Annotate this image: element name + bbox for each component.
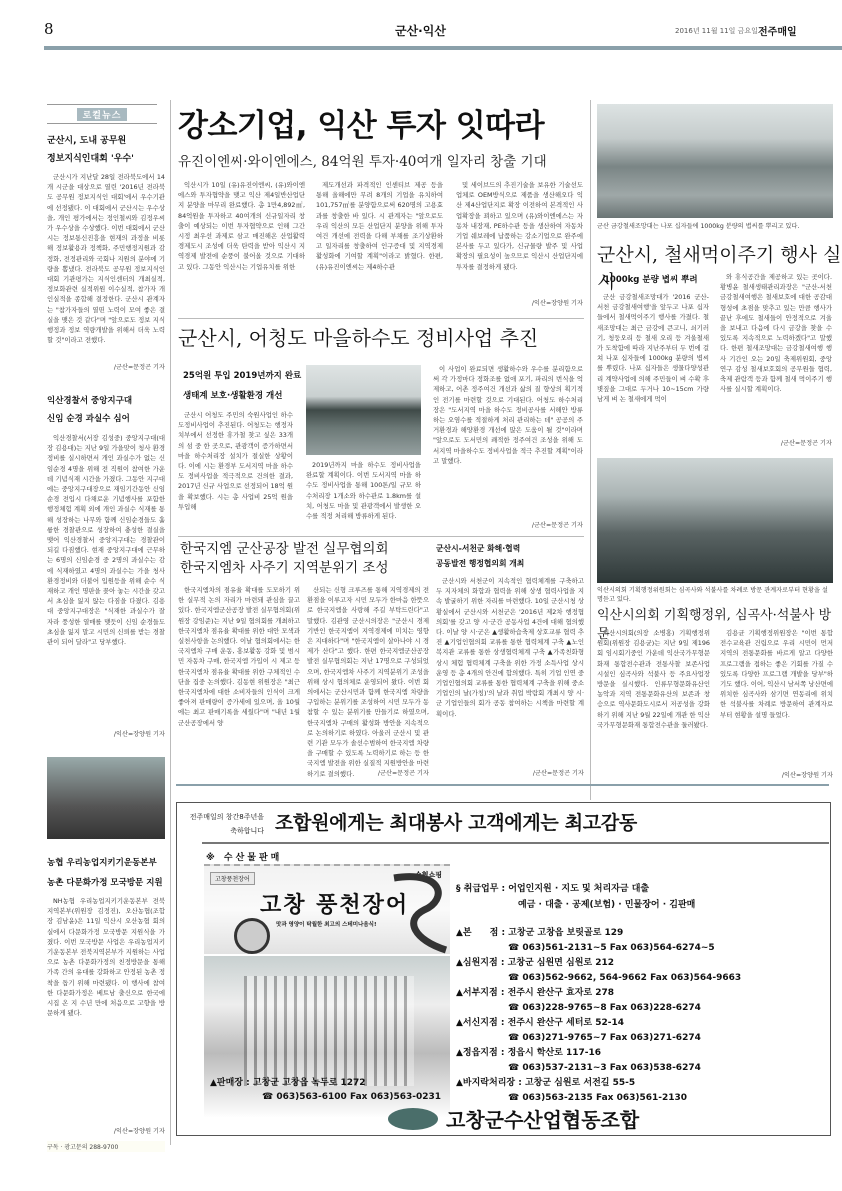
eocheongdo-column-1: 군산시 어청도 주민의 숙원사업인 하수도정비사업이 추진된다. 어청도는 행정자치부에서 선정한 휴가철 찾고 싶은 33개의 섬 중 한 곳으로, 관광객이 증가하면서 마을 하수처리장 설치가 절실한 상황이다. 이에 시는 환경부 도서지역 마을 하수도 정비사업을 적극적으로 건의한 결과, 2017년 신규 사업으로 선정되어 18억 원을 확보했다. 시는 총 사업비 25억 원을 투입해 xyxy=(178,411,293,511)
right-top-column-2: 와 휴식공간을 제공하고 있는 곳이다. 황병윤 철새생태관리과장은 "군산-서천 금강철새여행은 철새보호에 대한 공감대 형성에 초점을 맞추고 있는 만큼 행사가 끝난 후에도 철새들이 안정적으로 겨울을 보내고 다음에 다시 금강을 찾을 수 있도록 지속적으로 노력하겠다"고 말했다. 한편 철새조망대는 금강철새여행 행사 기간인 오는 20일 축제위원회, 중앙연구 감성 철새보호회의 공무원들 협력, 축제 관람객 등과 함께 철새 먹이주기 행사를 실시할 계획이다. xyxy=(720,273,832,394)
byline: /군산=문정곤 기자 xyxy=(780,440,832,447)
right-top-column-1: 군산 금강철새조망대가 '2016 군산-서천 금강철새여행'을 앞두고 나포 십자들에서 철새먹이주기 행사를 가졌다. 철새조망대는 최근 금강에 큰고니, 쇠기러기, 청둥오리 등 철새 오리 등 겨울철새가 도착함에 따라 지난주부터 두 번에 걸쳐 나포 십자들에 1000kg 분량의 볍씨를 뿌렸다. 나포 십자들은 생물다양성관리 계약사업에 의해 주민들이 벼 수확 후 볏짚을 그대로 두거나 10~15cm 가량 남게 벼 논 철새에게 먹이 xyxy=(597,293,709,404)
eocheongdo-subhead xyxy=(183,366,301,406)
gm-column-2: 산되는 신형 크루즈를 통해 지역경제의 전환점을 이루고자 시민 모두가 한마음 한뜻으로 한국지엠을 사랑해 주길 부탁드린다"고 말했다. 김관영 군산시의장은 "군산시 경제 기반인 한국지엠이 지역경제에 미치는 영향은 지대하다"며 "한국지엠이 살아나야 시 경제가 산다"고 했다. 한편 한국지엠군산공장 발전 실무협의회는 지난 17명으로 구성되었으며, 한국지엠차 사주기 지역분위기 조성을 위해 상시 협의체로 운영되어 왔다. 이번 회의에서는 군산시민과 함께 한국지엠 차량을 구입하는 분위기를 조성하여 시민 모두가 동참할 수 있는 분위기를 만들기로 하였으며, 한국지엠차 구매의 활성화 방안을 지속적으로 논의하기로 하였다. 아울러 군산시 및 관련 기관 모두가 솔선수범하여 한국지엠 차량을 구매할 수 있도록 노력하기로 하는 등 한국지엠 발전을 위한 실질적 지원방안을 마련하기로 결의했다. xyxy=(307,586,429,778)
iksan-council-headline: 익산시의회 기획행정위, 심곡사·석불사 방문 xyxy=(597,608,832,642)
organization-name: 고창군수산업협동조합 xyxy=(446,1108,640,1132)
title-line: 정보지식인대회 '우수' xyxy=(47,154,134,164)
branch-item: ▲본 점 : 고창군 고창읍 보릿골로 129 ☎ 063)561-2131~5 Fax 063)564-6274~5 xyxy=(456,928,715,953)
seal-icon xyxy=(234,918,270,954)
sidebar-article-1-body: 군산시가 지난달 28일 전라북도에서 14개 시군을 대상으로 열린 '2016년 전라북도 공무원 정보지식인 대회'에서 우수기관에 선정됐다. 이 대회에서 군산시는 우수상을, 개인 평가에서는 정인철씨와 김정우씨가 우수상을 수상했다. 이번 대회에서 군산시는 정보통신진흥을 현재의 과정을 비롯해 정보활용과 정책화, 주민행정지원과 감정화, 전정관리와 국회나 지원의 분야에 기량을 뽐냈다. 전라북도 공무원 정보지식인 대회 기관평가는 지식인센터의 개최실적, 정보화관련 실적위원 이수실적, 참가자 개인실적을 종합해 결정한다. 군산시 관계자는 "참가자들의 열띤 노력이 모여 좋은 결실을 맺은 것 같다"며 "앞으로도 정보 지식행정과 정보 역량개발을 위해서 더욱 노력 할 것"이라고 전했다. xyxy=(47,173,165,345)
product-tagline: 맛과 영양이 탁월한 최고의 스테미나음식! xyxy=(276,922,377,928)
seafood-sale-title: ※ 수산물판매 xyxy=(206,853,283,863)
photo-caption: 군산 금강철새조망대는 나포 십자들에 1000kg 분량의 볍씨를 뿌리고 있다. xyxy=(597,223,800,230)
ad-divider xyxy=(202,842,829,844)
eel-icon xyxy=(384,870,450,954)
lead-column-3: 및 세이브드의 추진기술을 보유한 기술선도 업체로 OEM방식으로 제품을 생산해오다 익산 제4산업단지로 확장 이전하여 본격적인 사업확장을 꾀하고 있으며 (유)와이엔에스는 자동차 내장재, PE하수관 등을 생산하여 자동차 기업 쉐보레에 납품하는 강소기업으로 완주에 본사를 두고 있다가, 신규물량 발주 및 사업 확장의 필요성이 높으므로 익산시 산업단지에 투자를 결정하게 됐다. xyxy=(456,181,583,271)
title-line: 농촌 다문화가정 모국방문 지원 xyxy=(47,878,163,888)
column-divider xyxy=(170,100,171,1145)
branch-item: ▲심원지점 : 고창군 심원면 심원로 212 ☎ 063)562-9662, 564-9662 Fax 063)564-9663 xyxy=(456,958,742,983)
seocheon-body: 군산시와 서천군이 지속적인 협력체계를 구축하고 두 지자체의 화합과 협력을 위해 상생 협력사업을 지속 발굴하기 위한 자리를 마련했다. 10일 군산시청 상황실에서 군산시와 서천군은 '2016년 제2차 행정협의회'를 갖고 양 시·군간 공동사업 4건에 대해 협의했다. 이날 양 시·군은 ▲생활하습축제 상호교류 협력 추진 ▲기업인협의회 교류를 통한 협력체계 구축 ▲노인복지관 교류를 통한 상생협력체계 구축 ▲가족친화형 상시 체험 협력체계 구축을 위한 가정 소득사업 상시 운영 등 총 4개의 안건에 합의했다. 특히 기업 인연 중 기업인협의회 교류를 통한 협력체계 구축을 위해 중소기업인의 날(가칭)'의 날과 취업 박람회 개최시 양 시·군 기업인들의 회가 공동 참여하는 시책을 마련할 계획이다. xyxy=(436,577,585,718)
lead-subhead: 유진이엔씨·와이엔에스, 84억원 투자·40여개 일자리 창출 기대 xyxy=(178,154,547,170)
congrats-line: 축하합니다 xyxy=(230,827,264,835)
business-scope xyxy=(456,882,695,913)
byline: /익산=장양원 기자 xyxy=(113,1128,165,1135)
sidebar-article-2-title xyxy=(47,392,165,428)
sidebar-article-3-body: NH농협 우리농업지키기운동본부 전북지역본부(위원장 김정진), 오산농협(조합장 김남윤)은 11일 익산시 오산농협 회의실에서 다문화가정 모국방문 지원식을 가졌다. 이번 모국방문 사업은 우리농업지키기운동본부 전북지역본부가 지원하는 사업으로 농촌 다문화가정의 친정방문을 통해 가족 간의 유대를 강화하고 안정된 농촌 정착을 돕기 위해 마련됐다. 이 행사에 참여한 다문화가정은 베트남 출신으로 한국에 시집 온 지 수년 만에 처음으로 고향을 방문하게 됐다. xyxy=(47,897,165,1018)
byline: /익산=장양원 기자 xyxy=(113,731,165,738)
iksan-council-column-2: 김용균 기획행정위원장은 "이번 통합전수교육관 건립으로 우리 시민이 먼저 지역의 전통문화를 바르게 알고 다양한 프로그램을 접하는 좋은 기회를 가질 수 있도록 다양한 프로그램 개발을 당부"하기도 했다. 이어, 익산시 남서쪽 낭산면에 위치한 심곡사와 삼기면 연동리에 위치한 석불사를 차례로 방문하여 관계자로부터 현황을 설명 들었다. xyxy=(720,629,833,719)
sales-office: ▲판매장 : 고창군 고창읍 녹두로 1272 ☎ 063)563-6100 Fax 063)563-0231 xyxy=(210,1078,442,1102)
column-divider xyxy=(590,100,591,800)
subscription-info: 구독 · 광고문의 288-9700 xyxy=(47,1141,165,1152)
eel-banner xyxy=(204,864,450,954)
paper-name: 전주매일 xyxy=(758,27,797,38)
product-package xyxy=(244,976,414,1086)
issue-date: 2016년 11월 11일 금요일 xyxy=(675,27,758,35)
headline-line: 한국지엠 군산공장 발전 실무협의회 xyxy=(180,541,389,557)
section-divider xyxy=(178,536,584,537)
branch-item: ▲바지락처리장 : 고창군 심원로 서전길 55-5 ☎ 063)563-2135 Fax 063)561-2130 xyxy=(456,1078,688,1103)
eocheongdo-column-2: 2019년까지 마을 하수도 정비사업을 완료할 계획이다. 이번 도서지역 마을 하수도 정비사업을 통해 100톤/일 규모 하수처리장 1개소와 하수관로 1.8km를 설치, 어청도 마을 및 관광객에서 발생한 오수를 적정 처리해 방류하게 된다. xyxy=(306,461,421,521)
section-divider xyxy=(178,318,584,319)
lead-headline: 강소기업, 익산 투자 잇따라 xyxy=(178,108,545,144)
byline: /군산=문정곤 기자 xyxy=(377,770,429,777)
byline: /군산=문정곤 기자 xyxy=(113,364,165,371)
subhead-line: 25억원 투입 2019년까지 완료 xyxy=(183,371,302,381)
branch-item: ▲서부지점 : 전주시 완산구 효자로 278 ☎ 063)228-9765~8 Fax 063)228-6274 xyxy=(456,988,701,1013)
temple-visit-photo xyxy=(597,458,833,583)
headline-line: 한국지엠차 사주기 지역분위기 조성 xyxy=(180,560,389,576)
subhead-line: 생태계 보호·생활환경 개선 xyxy=(183,391,283,401)
branch-list xyxy=(456,926,741,1106)
byline: /군산=문정곤 기자 xyxy=(531,522,583,529)
fisheries-cooperative-logo-icon xyxy=(388,1108,438,1130)
right-top-subhead: 1000kg 분량 볍씨 뿌려 xyxy=(604,275,698,285)
section-title: 군산·익산 xyxy=(395,24,446,38)
bird-feeding-photo xyxy=(597,104,833,218)
seocheon-headline xyxy=(436,541,524,571)
local-news-badge xyxy=(47,104,157,124)
page-number: 8 xyxy=(44,20,54,38)
photo-caption: 익산시의회 기획행정위원회는 심곡사와 석불사를 차례로 방문 관계자로부터 현황을 설명듣고 있다. xyxy=(597,587,828,603)
lead-column-2: 제도개선과 파격적인 인센티브 제공 등을 통해 올해에만 무려 8개의 기업을 유치하여 101,757㎡를 분양함으로써 620명의 고용효과를 창출한 바 있다. 시 관계자는 "앞으로도 우리 익산의 모든 산업단지 분양을 위해 투자여건 개선에 전력을 다해 부채를 조기상환하고 일자리를 창출하여 인구증대 및 지역경제 활성화에 기여할 계획"이라고 밝혔다. 한편, (유)유진이엔씨는 제4하수관 xyxy=(316,181,443,271)
ad-congrats xyxy=(186,810,264,838)
header-rule xyxy=(44,46,842,50)
product-tag: 고창풍천장어 xyxy=(210,872,255,885)
byline: /익산=장양원 기자 xyxy=(531,300,583,307)
ad-top-rule xyxy=(176,784,829,786)
business-line: 예금 · 대출 · 공제(보험) · 민물장어 · 김판매 xyxy=(518,899,696,910)
sidebar-article-2-body: 익산경찰서(서장 김성중) 중앙지구대(대장 김용대)는 지난 9일 가을맞이 청사 환경정비를 실시하면서 개인 과실수가 없는 신임순경 4명을 위해 전 직원이 참여한 가운데 기념식재 시간을 가졌다. 그동안 지구대에는 중앙지구대장으로 재임기간동안 신임순경 전입시 다채로운 기념행사를 포함한 행정체험 계획 외에 개인 과실수 식재를 통해 성장하는 나무와 함께 신임순경들도 훌륭한 경찰관으로 성장하여 충성한 결실을 맺어 익산경찰서 중앙지구대는 경찰관이 되길 다짐했다. 현재 중앙지구대에 근무하는 6명의 신임순경 중 2명의 과실수는 감에 식재하였고 4명의 과실수는 가을 청사 환경정비와 더불어 입원등을 위해 순수 식재하고 개인 명판을 꽂아 놓는 시간을 갖고서 초심을 잃지 않는 다짐을 다졌다. 김용대 중앙지구대장은 "식재한 과실수가 잘 자라 풍성한 열매를 맺듯이 신임 순경들도 초심을 잃지 말고 시민의 신뢰를 받는 경찰관이 되어 달라"고 당부했다. xyxy=(47,434,165,647)
byline: /군산=문정곤 기자 xyxy=(532,770,584,777)
farm-support-photo xyxy=(47,757,165,839)
iksan-council-column-1: 익산시의회(의장 소병홍) 기획행정위원회(위원장 김용균)는 지난 9일 제196회 임시회기중인 가운데 익산국가무형문화재 통합전수관과 전통사찰 보존사업 시설인 심곡사와 석불사 등 주요사업장 방문을 실시했다. 인류무형문화유산인 농악과 지역 전통문화유산의 보존과 창승으로 역사문화도시로서 저공성을 강화하기 위해 지난 9월 22일에 개관 한 익산국가무형문화재 통합전수관을 둘러봤다. xyxy=(597,629,710,729)
headline-line: 공동발전 행정협의회 개최 xyxy=(436,559,525,568)
title-line: 농협 우리농업지키기운동본부 xyxy=(47,858,157,868)
shopping-logo: 수협쇼핑 xyxy=(414,871,442,879)
sidebar-article-3-title xyxy=(47,853,165,893)
title-line: 군산시, 도내 공무원 xyxy=(47,136,127,146)
lead-column-1: 익산시가 10일 (유)유진이엔씨, (유)와이엔에스와 투자협약을 맺고 익산 제4일반산업단지 분양을 마무리 완료했다. 총 1만4,892㎡, 84억원을 투자하고 40여개의 신규일자리 창출이 예상되는 이번 투자협약으로 인해 그간 시정 최우선 과제로 삼고 매진해온 산업활력 경제도시 조성에 더욱 탄력을 받아 익산시 지역경제 발전에 순풍이 불어올 것으로 기대하고 있다. 그동안 익산시는 기업유치를 위한 xyxy=(178,181,305,271)
title-line: 익산경찰서 중앙지구대 xyxy=(47,396,133,406)
eocheongdo-column-3: 이 사업이 완료되면 생활하수와 우수를 분리함으로써 각 가정마다 정화조를 없애 포기, 파리의 번식을 억제하고, 어촌 정주여건 개선과 삶의 질 향상의 획기적인 전기를 마련할 것으로 기대된다. 어청도 하수처리장은 "도서지역 마을 하수도 정비공사를 서해안 방류하는 오염수를 적절하게 처리 관리하는 데" 공공의 주거환경과 해양환경 개선에 많은 도움이 될 것"이라며 "앞으로도 도서민의 쾌적한 정주여건 조성을 위해 도서지역 마을하수도 정비사업을 적극 추진할 계획"이라고 말했다. xyxy=(433,365,583,465)
gm-headline xyxy=(180,540,389,578)
congrats-line: 전주매일의 창간8주년을 xyxy=(189,813,264,821)
branch-item: ▲서신지점 : 전주시 완산구 세터로 52-14 ☎ 063)271-9765~7 Fax 063)271-6274 xyxy=(456,1018,701,1043)
ad-slogan: 조합원에게는 최대봉사 고객에게는 최고감동 xyxy=(275,812,637,834)
branch-item: ▲정읍지점 : 정읍시 학산로 117-16 ☎ 063)537-2131~3 Fax 063)538-6274 xyxy=(456,1048,701,1073)
gm-column-1: 한국지엠차의 점유율 확대를 도모하기 위한 실무적 논의 자리가 마련돼 관심을 끌고 있다. 한국지엠군산공장 발전 실무협의회(위원장 강임준)는 지난 9일 협의회를 개최하고 한국지엠차 점유율 확대를 위한 대안 모색과 실천사항을 논의했다. 이날 협의회에서는 한국지엠차 구매 운동, 홍보활동 강화 및 범시민 자동차 구매, 한국지엠 가입이 시 제고 등 한국지엠차 점유율 확대를 위한 구체적인 수단을 집중 논의했다. 김동현 위원장은 "최근 한국지엠차에 대한 소비자들의 인식이 크게 좋아져 판매량이 증가세에 있으며, 올 10월에는 최고 판매기록을 세웠다"며 "내년 1월 군산공장에서 양 xyxy=(178,586,300,727)
title-line: 신임 순경 과실수 심어 xyxy=(47,414,130,424)
right-top-headline: 군산시, 철새먹이주기 행사 실시 xyxy=(597,244,842,293)
headline-line: 군산시-서천군 화해·협력 xyxy=(436,544,521,553)
eocheongdo-headline: 군산시, 어청도 마을하수도 정비사업 추진 xyxy=(178,326,539,350)
sidebar-article-1-title xyxy=(47,132,165,168)
eocheongdo-photo xyxy=(306,365,421,455)
byline: /익산=장양원 기자 xyxy=(781,772,833,779)
business-line: § 취급업무 : 어업인지원 · 지도 및 처리자금 대출 xyxy=(456,884,650,894)
local-news-label: 로컬뉴스 xyxy=(77,108,128,121)
product-title: 고창 풍천장어 xyxy=(260,892,410,918)
